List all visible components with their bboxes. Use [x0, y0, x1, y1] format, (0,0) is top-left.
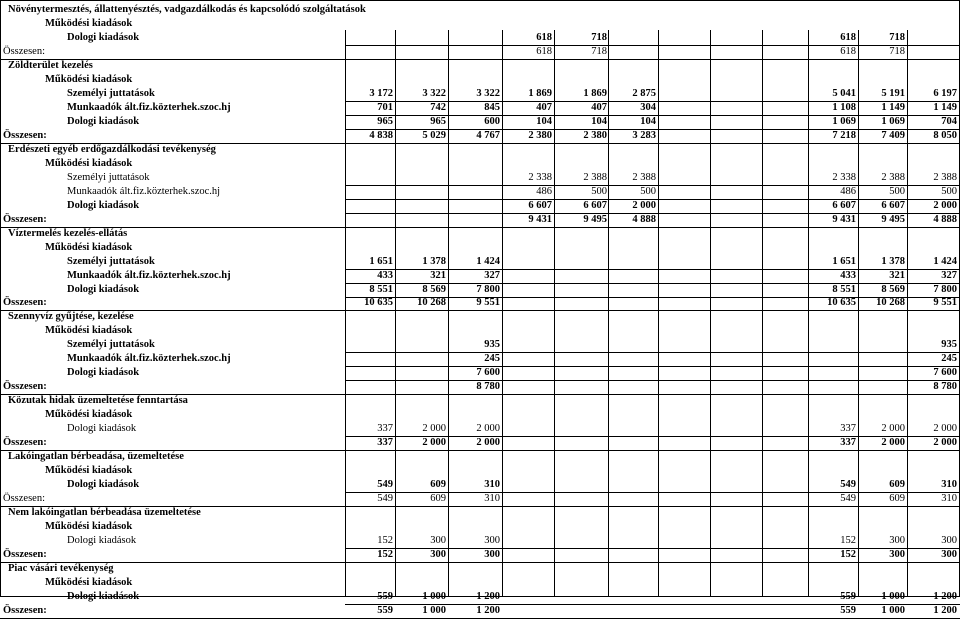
- cell-value: 559: [840, 591, 856, 602]
- cell-value: 104: [591, 116, 607, 127]
- cell-value: 618: [840, 46, 856, 57]
- cell-value: 1 069: [832, 116, 856, 127]
- cell-value: 407: [591, 102, 607, 113]
- cell-value: 2 000: [933, 423, 957, 434]
- cell-value: 6 607: [528, 200, 552, 211]
- cell-value: 4 888: [933, 214, 957, 225]
- cell-value: 3 283: [632, 130, 656, 141]
- cell-value: 600: [484, 116, 500, 127]
- cell-value: 6 607: [832, 200, 856, 211]
- cell-value: [609, 604, 656, 618]
- row-label: Összesen:: [3, 437, 47, 448]
- row-label: Dologi kiadások: [67, 535, 137, 546]
- row-label: Dologi kiadások: [67, 284, 140, 295]
- cell-value: 321: [430, 270, 446, 281]
- cell-value: 486: [536, 186, 552, 197]
- cell-value: [555, 604, 607, 618]
- cell-value: 2 000: [476, 437, 500, 448]
- cell-value: 321: [889, 270, 905, 281]
- cell-value: 300: [941, 549, 957, 560]
- row-label: Szennyvíz gyűjtése, kezelése: [8, 311, 134, 322]
- cell-value: 4 767: [476, 130, 500, 141]
- row-label: Dologi kiadások: [67, 200, 140, 211]
- cell-value: 609: [889, 493, 905, 504]
- cell-value: 965: [430, 116, 446, 127]
- cell-value: 5 029: [422, 130, 446, 141]
- cell-value: 10 635: [364, 297, 393, 308]
- cell-value: 337: [840, 423, 856, 434]
- cell-value: 7 218: [832, 130, 856, 141]
- cell-value: 8 780: [933, 381, 957, 392]
- cell-value: 245: [484, 353, 500, 364]
- cell-value: 1 200: [476, 591, 500, 602]
- row-label: Dologi kiadások: [67, 479, 140, 490]
- cell-value: 1 869: [528, 88, 552, 99]
- cell-value: 310: [484, 493, 500, 504]
- cell-value: 300: [889, 535, 905, 546]
- cell-value: [763, 604, 806, 618]
- row-label: Személyi juttatások: [67, 256, 155, 267]
- row-label: Összesen:: [3, 297, 47, 308]
- row-label: Dologi kiadások: [67, 116, 140, 127]
- row-label: Személyi juttatások: [67, 88, 155, 99]
- cell-value: 2 388: [933, 172, 957, 183]
- row-label: Működési kiadások: [45, 74, 133, 85]
- cell-value: 2 380: [528, 130, 552, 141]
- cell-value: 500: [941, 186, 957, 197]
- cell-value: [503, 604, 552, 618]
- cell-value: 718: [889, 46, 905, 57]
- row-label: Zöldterület kezelés: [8, 60, 93, 71]
- cell-value: 2 338: [832, 172, 856, 183]
- cell-value: 9 431: [528, 214, 552, 225]
- cell-value: 3 322: [422, 88, 446, 99]
- cell-value: 4 838: [369, 130, 393, 141]
- cell-value: 1 869: [583, 88, 607, 99]
- cell-value: 327: [941, 270, 957, 281]
- cell-value: 935: [941, 339, 957, 350]
- cell-value: 245: [941, 353, 957, 364]
- cell-value: 433: [377, 270, 393, 281]
- row-label: Összesen:: [3, 214, 47, 225]
- cell-value: 9 431: [832, 214, 856, 225]
- cell-value: 549: [377, 493, 393, 504]
- cell-value: 1 651: [832, 256, 856, 267]
- cell-value: 1 149: [933, 102, 957, 113]
- cell-value: 9 495: [881, 214, 905, 225]
- cell-value: 4 888: [632, 214, 656, 225]
- cell-value: 407: [536, 102, 552, 113]
- cell-value: 104: [536, 116, 552, 127]
- row-label: Összesen:: [3, 130, 47, 141]
- row-label: Összesen:: [3, 381, 47, 392]
- cell-value: 1 200: [933, 605, 957, 616]
- cell-value: 337: [377, 423, 393, 434]
- cell-value: 327: [484, 270, 500, 281]
- cell-value: [659, 604, 708, 618]
- cell-value: 2 000: [476, 423, 500, 434]
- cell-value: 10 268: [876, 297, 905, 308]
- cell-value: 609: [889, 479, 905, 490]
- cell-value: 433: [840, 270, 856, 281]
- cell-value: 337: [840, 437, 856, 448]
- row-label: Dologi kiadások: [67, 591, 140, 602]
- row-label: Összesen:: [3, 46, 45, 57]
- cell-value: 1 651: [369, 256, 393, 267]
- row-label: Munkaadók ált.fiz.közterhek.szoc.hj: [67, 270, 231, 281]
- cell-value: 2 000: [422, 437, 446, 448]
- cell-value: 7 409: [881, 130, 905, 141]
- row-label: Munkaadók ált.fiz.közterhek.szoc.hj: [67, 102, 231, 113]
- cell-value: 3 172: [369, 88, 393, 99]
- cell-value: 549: [377, 479, 393, 490]
- cell-value: 609: [430, 493, 446, 504]
- cell-value: 486: [840, 186, 856, 197]
- cell-value: 6 607: [881, 200, 905, 211]
- row-label: Működési kiadások: [45, 158, 133, 169]
- cell-value: 2 000: [881, 423, 905, 434]
- cell-value: 718: [889, 32, 905, 43]
- cell-value: 500: [889, 186, 905, 197]
- row-label: Erdészeti egyéb erdőgazdálkodási tevékenység: [8, 144, 216, 155]
- cell-value: 559: [377, 605, 393, 616]
- cell-value: 559: [840, 605, 856, 616]
- cell-value: 549: [840, 479, 856, 490]
- cell-value: 2 380: [583, 130, 607, 141]
- cell-value: 1 000: [881, 605, 905, 616]
- cell-value: 1 200: [933, 591, 957, 602]
- cell-value: 300: [430, 549, 446, 560]
- cell-value: 9 551: [476, 297, 500, 308]
- cell-value: 104: [640, 116, 656, 127]
- cell-value: 300: [889, 549, 905, 560]
- cell-value: 300: [484, 535, 500, 546]
- cell-value: 1 149: [881, 102, 905, 113]
- cell-value: 8 551: [369, 284, 393, 295]
- cell-value: 618: [536, 32, 552, 43]
- row-label: Működési kiadások: [45, 242, 133, 253]
- cell-value: 718: [591, 32, 607, 43]
- cell-value: 1 200: [476, 605, 500, 616]
- row-label: Összesen:: [3, 493, 45, 504]
- cell-value: 1 000: [422, 591, 446, 602]
- cell-value: 1 424: [933, 256, 957, 267]
- cell-value: [711, 604, 760, 618]
- cell-value: 300: [430, 535, 446, 546]
- cell-value: 549: [840, 493, 856, 504]
- cell-value: 2 875: [632, 88, 656, 99]
- cell-value: 965: [377, 116, 393, 127]
- cell-value: 500: [591, 186, 607, 197]
- row-label: Piac vásári tevékenység: [8, 563, 114, 574]
- cell-value: 2 388: [632, 172, 656, 183]
- cell-value: 10 268: [417, 297, 446, 308]
- cell-value: 1 069: [881, 116, 905, 127]
- cell-value: 5 041: [832, 88, 856, 99]
- row-label: Lakóingatlan bérbeadása, üzemeltetése: [8, 451, 184, 462]
- cell-value: 1 000: [422, 605, 446, 616]
- cell-value: 1 000: [881, 591, 905, 602]
- row-label: Személyi juttatások: [67, 172, 150, 183]
- cell-value: 10 635: [827, 297, 856, 308]
- cell-value: 152: [840, 549, 856, 560]
- cell-value: 7 800: [933, 284, 957, 295]
- row-label: Működési kiadások: [45, 465, 133, 476]
- total-row: [0, 604, 960, 618]
- cell-value: 2 388: [583, 172, 607, 183]
- cell-value: 2 000: [632, 200, 656, 211]
- cell-value: 2 000: [422, 423, 446, 434]
- cell-value: 618: [840, 32, 856, 43]
- cell-value: 2 000: [933, 200, 957, 211]
- row-label: Növénytermesztés, állattenyésztés, vadgazdálkodás és kapcsolódó szolgáltatások: [8, 4, 366, 15]
- row-label: Személyi juttatások: [67, 339, 155, 350]
- cell-value: 8 780: [476, 381, 500, 392]
- cell-value: 618: [536, 46, 552, 57]
- cell-value: 559: [377, 591, 393, 602]
- cell-value: 9 495: [583, 214, 607, 225]
- row-label: Víztermelés kezelés-ellátás: [8, 228, 128, 239]
- cell-value: 701: [377, 102, 393, 113]
- cell-value: 742: [430, 102, 446, 113]
- cell-value: 2 338: [528, 172, 552, 183]
- row-label: Működési kiadások: [45, 577, 133, 588]
- cell-value: 152: [377, 549, 393, 560]
- cell-value: 310: [941, 479, 957, 490]
- cell-value: 310: [941, 493, 957, 504]
- cell-value: 304: [640, 102, 656, 113]
- row-label: Összesen:: [3, 549, 47, 560]
- row-label: Működési kiadások: [45, 409, 133, 420]
- cell-value: 9 551: [933, 297, 957, 308]
- row-label: Összesen:: [3, 605, 47, 616]
- cell-value: 609: [430, 479, 446, 490]
- cell-value: 8 551: [832, 284, 856, 295]
- row-label: Működési kiadások: [45, 521, 133, 532]
- cell-value: 3 322: [476, 88, 500, 99]
- row-label: Munkaadók ált.fiz.közterhek.szoc.hj: [67, 353, 231, 364]
- cell-value: 310: [484, 479, 500, 490]
- cell-value: 845: [484, 102, 500, 113]
- row-label: Működési kiadások: [45, 325, 133, 336]
- cell-value: 1 378: [881, 256, 905, 267]
- cell-value: 1 378: [422, 256, 446, 267]
- row-label: Dologi kiadások: [67, 367, 140, 378]
- cell-value: 152: [840, 535, 856, 546]
- cell-value: 7 800: [476, 284, 500, 295]
- cell-value: 2 000: [881, 437, 905, 448]
- cell-value: 935: [484, 339, 500, 350]
- row-label: Nem lakóingatlan bérbeadása üzemeltetése: [8, 507, 201, 518]
- cell-value: 7 600: [476, 367, 500, 378]
- cell-value: 6 197: [933, 88, 957, 99]
- cell-value: 8 050: [933, 130, 957, 141]
- cell-value: 718: [591, 46, 607, 57]
- cell-value: 152: [377, 535, 393, 546]
- cell-value: 2 000: [933, 437, 957, 448]
- row-label: Dologi kiadások: [67, 423, 137, 434]
- cell-value: 704: [941, 116, 957, 127]
- cell-value: 337: [377, 437, 393, 448]
- cell-value: 2 388: [881, 172, 905, 183]
- row-label: Munkaadók ált.fiz.közterhek.szoc.hj: [67, 186, 221, 197]
- row-label: Működési kiadások: [45, 18, 133, 29]
- row-label: Dologi kiadások: [67, 32, 140, 43]
- cell-value: 300: [484, 549, 500, 560]
- cell-value: 7 600: [933, 367, 957, 378]
- cell-value: 300: [941, 535, 957, 546]
- cell-value: 5 191: [881, 88, 905, 99]
- row-label: Közutak hidak üzemeltetése fenntartása: [8, 395, 188, 406]
- cell-value: 8 569: [881, 284, 905, 295]
- cell-value: 8 569: [422, 284, 446, 295]
- cell-value: 1 424: [476, 256, 500, 267]
- cell-value: 6 607: [583, 200, 607, 211]
- cell-value: 500: [640, 186, 656, 197]
- cell-value: 1 108: [832, 102, 856, 113]
